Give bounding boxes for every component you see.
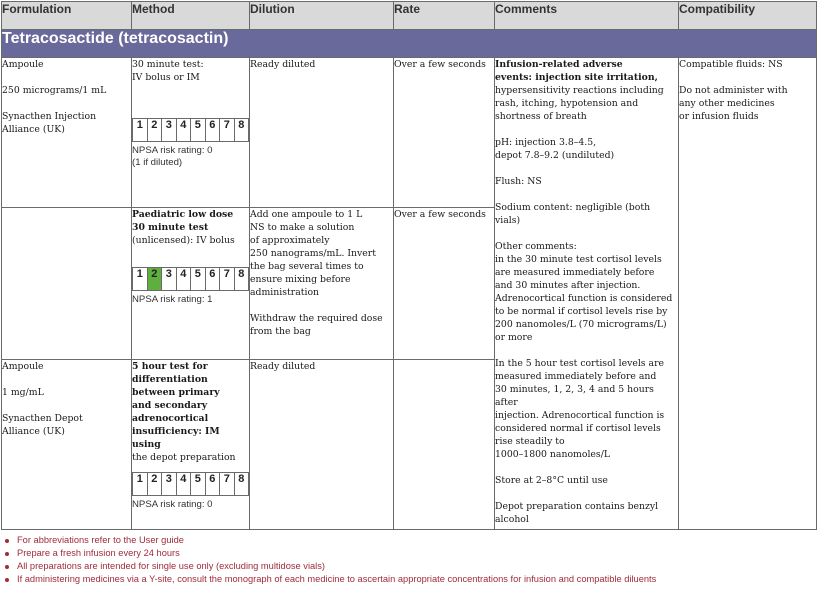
rate-text: Over a few seconds bbox=[394, 209, 486, 220]
bullet-icon bbox=[5, 565, 9, 569]
method-cell-1 bbox=[132, 58, 250, 208]
footnote-text: If administering medicines via a Y-site, consult the monograph of each medicine to ascertain appropriate concentrations for infusion and compatible diluents bbox=[17, 574, 657, 584]
header-compatibility: Compatibility bbox=[679, 2, 817, 30]
comment-line: in the 30 minute test cortisol levels bbox=[495, 254, 662, 265]
comment-line: 30 minutes, 1, 2, 3, 4 and 5 hours after bbox=[495, 384, 654, 408]
comment-line: Adrenocortical function is considered bbox=[495, 293, 673, 304]
header-row bbox=[2, 2, 817, 30]
dilution-line: ensure mixing before bbox=[250, 274, 351, 285]
formulation-strength: 1 mg/mL bbox=[2, 387, 44, 398]
comment-storage: Store at 2–8°C until use bbox=[495, 475, 608, 486]
risk-number: 6 bbox=[205, 268, 220, 291]
dilution-cell-2 bbox=[250, 208, 394, 360]
comment-depot: alcohol bbox=[495, 514, 529, 525]
formulation-brand: Synacthen Depot bbox=[2, 413, 83, 424]
comment-line: Infusion-related adverse bbox=[495, 59, 623, 70]
rate-cell-3 bbox=[394, 360, 495, 530]
compatibility-warning: Do not administer with bbox=[679, 85, 788, 96]
comment-flush: Flush: NS bbox=[495, 176, 542, 187]
formulation-strength: 250 micrograms/1 mL bbox=[2, 85, 107, 96]
dilution-line: Withdraw the required dose bbox=[250, 313, 383, 324]
comment-line: rise steadily to bbox=[495, 436, 565, 447]
method-cell-2 bbox=[132, 208, 250, 360]
formulation-type: Ampoule bbox=[2, 59, 44, 70]
dilution-line: NS to make a solution bbox=[250, 222, 355, 233]
comment-line: to be normal if cortisol levels rise by bbox=[495, 306, 668, 317]
comment-line: injection. Adrenocortical function is bbox=[495, 410, 665, 421]
comment-ph: depot 7.8–9.2 (undiluted) bbox=[495, 150, 615, 161]
risk-number: 7 bbox=[220, 268, 235, 291]
risk-number: 5 bbox=[191, 119, 206, 142]
risk-number: 8 bbox=[234, 119, 249, 142]
rate-cell-2 bbox=[394, 208, 495, 360]
comment-line: are measured immediately before bbox=[495, 267, 655, 278]
method-line: and secondary bbox=[132, 400, 208, 411]
formulation-cell-1 bbox=[2, 58, 132, 208]
method-line: 30 minute test bbox=[132, 222, 209, 233]
risk-number: 7 bbox=[220, 473, 235, 496]
risk-number: 5 bbox=[191, 268, 206, 291]
footnote-text: All preparations are intended for single use only (excluding multidose vials) bbox=[17, 561, 325, 571]
risk-number: 2 bbox=[147, 473, 162, 496]
method-line: between primary bbox=[132, 387, 220, 398]
risk-number: 3 bbox=[162, 119, 177, 142]
footnote-item bbox=[3, 560, 815, 573]
header-comments: Comments bbox=[495, 2, 679, 30]
risk-number: 6 bbox=[205, 119, 220, 142]
method-line: (unlicensed): IV bolus bbox=[132, 235, 235, 246]
dilution-line: 250 nanograms/mL. Invert bbox=[250, 248, 376, 259]
npsa-risk-rating: NPSA risk rating: 0 bbox=[132, 145, 213, 156]
formulation-manufacturer: Alliance (UK) bbox=[2, 124, 65, 135]
risk-number: 1 bbox=[133, 473, 148, 496]
footnotes bbox=[3, 534, 815, 586]
formulation-cell-2 bbox=[2, 208, 132, 360]
comment-line: hypersensitivity reactions including bbox=[495, 85, 664, 96]
bullet-icon bbox=[5, 552, 9, 556]
monograph-table bbox=[1, 1, 817, 530]
compatible-fluids: Compatible fluids: NS bbox=[679, 59, 783, 70]
risk-number: 7 bbox=[220, 119, 235, 142]
risk-number: 1 bbox=[133, 119, 148, 142]
header-method: Method bbox=[132, 2, 250, 30]
footnote-item bbox=[3, 547, 815, 560]
formulation-type: Ampoule bbox=[2, 361, 44, 372]
dilution-text: Ready diluted bbox=[250, 361, 316, 372]
comment-line: events: injection site irritation, bbox=[495, 72, 658, 83]
npsa-note: (1 if diluted) bbox=[132, 157, 183, 168]
risk-number: 4 bbox=[176, 473, 191, 496]
rate-text: Over a few seconds bbox=[394, 59, 486, 70]
comment-line: considered normal if cortisol levels bbox=[495, 423, 661, 434]
drug-title: Tetracosactide (tetracosactin) bbox=[2, 30, 817, 58]
dilution-text: Ready diluted bbox=[250, 59, 316, 70]
header-rate: Rate bbox=[394, 2, 495, 30]
comment-line: and 30 minutes after injection. bbox=[495, 280, 641, 291]
method-line: differentiation bbox=[132, 374, 208, 385]
method-line: the depot preparation bbox=[132, 452, 236, 463]
formulation-manufacturer: Alliance (UK) bbox=[2, 426, 65, 437]
method-cell-3 bbox=[132, 360, 250, 530]
comment-ph: pH: injection 3.8–4.5, bbox=[495, 137, 597, 148]
risk-number: 3 bbox=[162, 473, 177, 496]
risk-number: 1 bbox=[133, 268, 148, 291]
npsa-risk-rating: NPSA risk rating: 1 bbox=[132, 294, 213, 305]
comment-line: 200 nanomoles/L (70 micrograms/L) bbox=[495, 319, 667, 330]
footnote-text: For abbreviations refer to the User guide bbox=[17, 535, 184, 545]
bullet-icon bbox=[5, 578, 9, 582]
risk-number-highlighted: 2 bbox=[147, 268, 162, 291]
comment-depot: Depot preparation contains benzyl bbox=[495, 501, 659, 512]
footnote-item bbox=[3, 573, 815, 586]
comment-line: measured immediately before and bbox=[495, 371, 657, 382]
risk-number: 8 bbox=[234, 268, 249, 291]
risk-rating-scale bbox=[132, 472, 249, 496]
risk-number: 3 bbox=[162, 268, 177, 291]
risk-number: 6 bbox=[205, 473, 220, 496]
dilution-line: from the bag bbox=[250, 326, 311, 337]
dilution-cell-1 bbox=[250, 58, 394, 208]
header-dilution: Dilution bbox=[250, 2, 394, 30]
npsa-risk-rating: NPSA risk rating: 0 bbox=[132, 499, 213, 510]
risk-rating-scale bbox=[132, 118, 249, 142]
footnote-item bbox=[3, 534, 815, 547]
comment-line: or more bbox=[495, 332, 533, 343]
header-formulation: Formulation bbox=[2, 2, 132, 30]
method-line: insufficiency: IM using bbox=[132, 426, 220, 450]
dilution-line: of approximately bbox=[250, 235, 330, 246]
comment-sodium: Sodium content: negligible (both bbox=[495, 202, 651, 213]
compatibility-warning: any other medicines bbox=[679, 98, 775, 109]
comment-line: In the 5 hour test cortisol levels are bbox=[495, 358, 665, 369]
formulation-cell-3 bbox=[2, 360, 132, 530]
rate-cell-1 bbox=[394, 58, 495, 208]
risk-number: 2 bbox=[147, 119, 162, 142]
risk-number: 8 bbox=[234, 473, 249, 496]
dilution-line: the bag several times to bbox=[250, 261, 364, 272]
risk-number: 4 bbox=[176, 268, 191, 291]
method-line: 5 hour test for bbox=[132, 361, 208, 372]
risk-number: 4 bbox=[176, 119, 191, 142]
compatibility-cell bbox=[679, 58, 817, 530]
method-line: Paediatric low dose bbox=[132, 209, 234, 220]
risk-rating-scale bbox=[132, 267, 249, 291]
comment-other-heading: Other comments: bbox=[495, 241, 577, 252]
comment-sodium: vials) bbox=[495, 215, 521, 226]
method-line: 30 minute test: bbox=[132, 59, 204, 70]
compatibility-warning: or infusion fluids bbox=[679, 111, 759, 122]
comments-cell bbox=[495, 58, 679, 530]
footnote-text: Prepare a fresh infusion every 24 hours bbox=[17, 548, 180, 558]
dilution-line: administration bbox=[250, 287, 320, 298]
dilution-line: Add one ampoule to 1 L bbox=[250, 209, 363, 220]
comment-line: rash, itching, hypotension and bbox=[495, 98, 639, 109]
risk-number: 5 bbox=[191, 473, 206, 496]
comment-line: shortness of breath bbox=[495, 111, 587, 122]
method-line: IV bolus or IM bbox=[132, 72, 200, 83]
formulation-brand: Synacthen Injection bbox=[2, 111, 97, 122]
bullet-icon bbox=[5, 539, 9, 543]
method-line: adrenocortical bbox=[132, 413, 209, 424]
comment-line: 1000–1800 nanomoles/L bbox=[495, 449, 611, 460]
dilution-cell-3 bbox=[250, 360, 394, 530]
